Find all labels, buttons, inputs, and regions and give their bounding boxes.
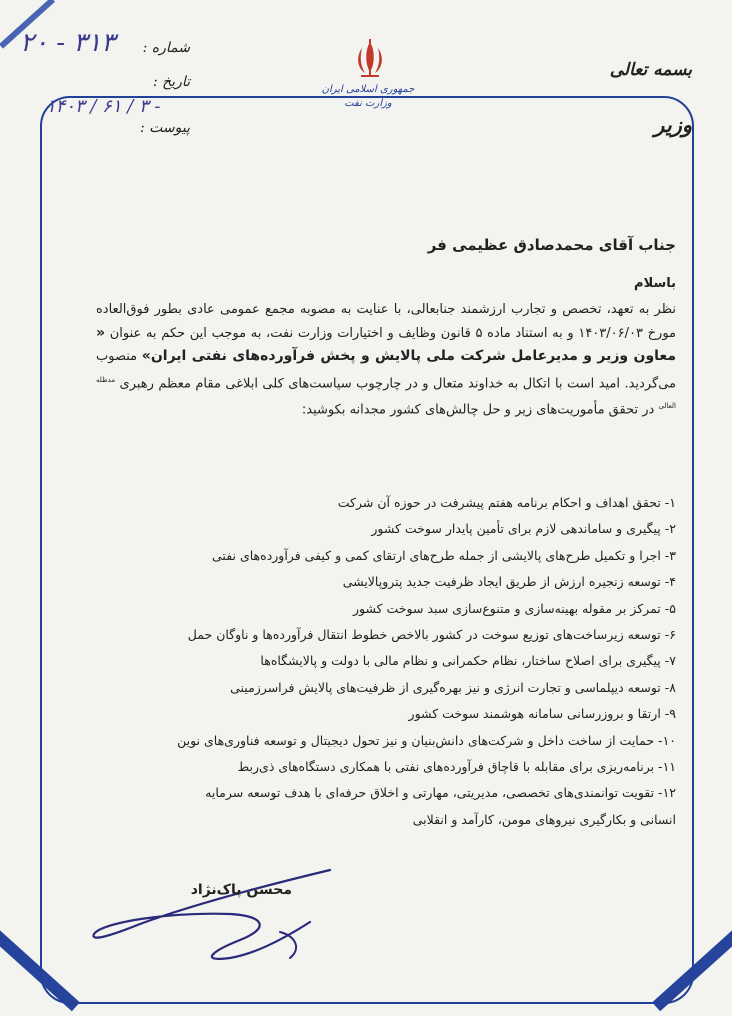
number-label: شماره : <box>142 40 190 56</box>
appointment-paragraph <box>96 298 676 422</box>
list-item: ۱۱- برنامه‌ریزی برای مقابله با قاچاق فرآورده‌های نفتی با همکاری دستگاه‌های ذی‌ربط <box>237 759 676 775</box>
bismillah-heading: بسمه تعالی <box>609 60 692 80</box>
honorific: مدظله العالی <box>96 375 676 411</box>
minister-title: وزیر <box>654 112 692 137</box>
para-part-2: منصوب می‌گردید. امید است با اتکال به خداوند متعال و در چارچوب سیاست‌های کلی ابلاغی مقام معظم رهبری <box>96 349 676 391</box>
signer-name: محسن پاک‌نژاد <box>190 882 292 898</box>
list-item: انسانی و بکارگیری نیروهای مومن، کارآمد و انقلابی <box>412 811 676 827</box>
list-item: ۴- توسعه زنجیره ارزش از طریق ایجاد ظرفیت جدید پتروپالایشی <box>342 574 676 590</box>
attachment-label: پیوست : <box>140 120 190 136</box>
list-item: ۷- پیگیری برای اصلاح ساختار، نظام حکمرانی و نظام مالی با دولت و پالایشگاه‌ها <box>260 653 676 669</box>
mission-list <box>96 490 676 833</box>
list-item: ۱- تحقق اهداف و احکام برنامه هفتم پیشرفت در حوزه آن شرکت <box>337 495 676 510</box>
iran-emblem-icon <box>350 38 390 80</box>
list-item: ۵- تمرکز بر مقوله بهینه‌سازی و متنوع‌سازی سبد سوخت کشور <box>352 600 676 616</box>
list-item: ۱۰- حمایت از ساخت داخل و شرکت‌های دانش‌بنیان و نیز تحول دیجیتال و توسعه فناوری‌های نوین <box>177 732 676 748</box>
para-part-3: در تحقق مأموریت‌های زیر و حل چالش‌های کشور مجدانه بکوشید: <box>301 402 655 418</box>
list-item: ۲- پیگیری و ساماندهی لازم برای تأمین پایدار سوخت کشور <box>371 521 676 537</box>
addressee: جناب آقای محمدصادق عظیمی فر <box>427 236 676 254</box>
list-item: ۶- توسعه زیرساخت‌های توزیع سوخت در کشور بالاخص خطوط انتقال فرآورده‌ها و ناوگان حمل <box>187 627 676 643</box>
number-value: ۲۰ - ۳۱۳ <box>20 28 116 58</box>
list-item: ۹- ارتقا و بروزرسانی سامانه هوشمند سوخت کشور <box>408 706 676 722</box>
list-item: ۱۲- تقویت توانمندی‌های تخصصی، مدیریتی، مهارتی و اخلاق حرفه‌ای با هدف توسعه سرمایه <box>205 785 676 801</box>
salutation: باسلام <box>634 276 676 291</box>
ministry-caption: وزارت نفت <box>344 98 392 109</box>
handwritten-signature-icon <box>80 862 340 972</box>
list-item: ۸- توسعه دیپلماسی و تجارت انرژی و نیز بهره‌گیری از ظرفیت‌های پالایش فراسرزمینی <box>230 679 676 695</box>
republic-caption: جمهوری اسلامی ایران <box>321 84 415 95</box>
list-item: ۳- اجرا و تکمیل طرح‌های پالایشی از جمله طرح‌های ارتقای کمی و کیفی فرآورده‌های نفتی <box>212 547 676 563</box>
para-part-1: نظر به تعهد، تخصص و تجارب ارزشمند جنابعالی، با عنایت به مصوبه مجمع عمومی عادی بطور فوق‌العاده مورخ ۱۴۰۳/۰۶/۰۳ و به استناد ماده ۵ قانون وظایف و اختیارات وزارت نفت، به موجب این حکم به عنوان <box>96 302 676 341</box>
date-value: ۱۴۰۳ / ۶۱ / ۳ - <box>46 96 161 117</box>
date-label: تاریخ : <box>152 74 190 90</box>
appointment-title: « معاون وزیر و مدیرعامل شرکت ملی پالایش و پخش فرآورده‌های نفتی ایران» <box>96 324 676 364</box>
